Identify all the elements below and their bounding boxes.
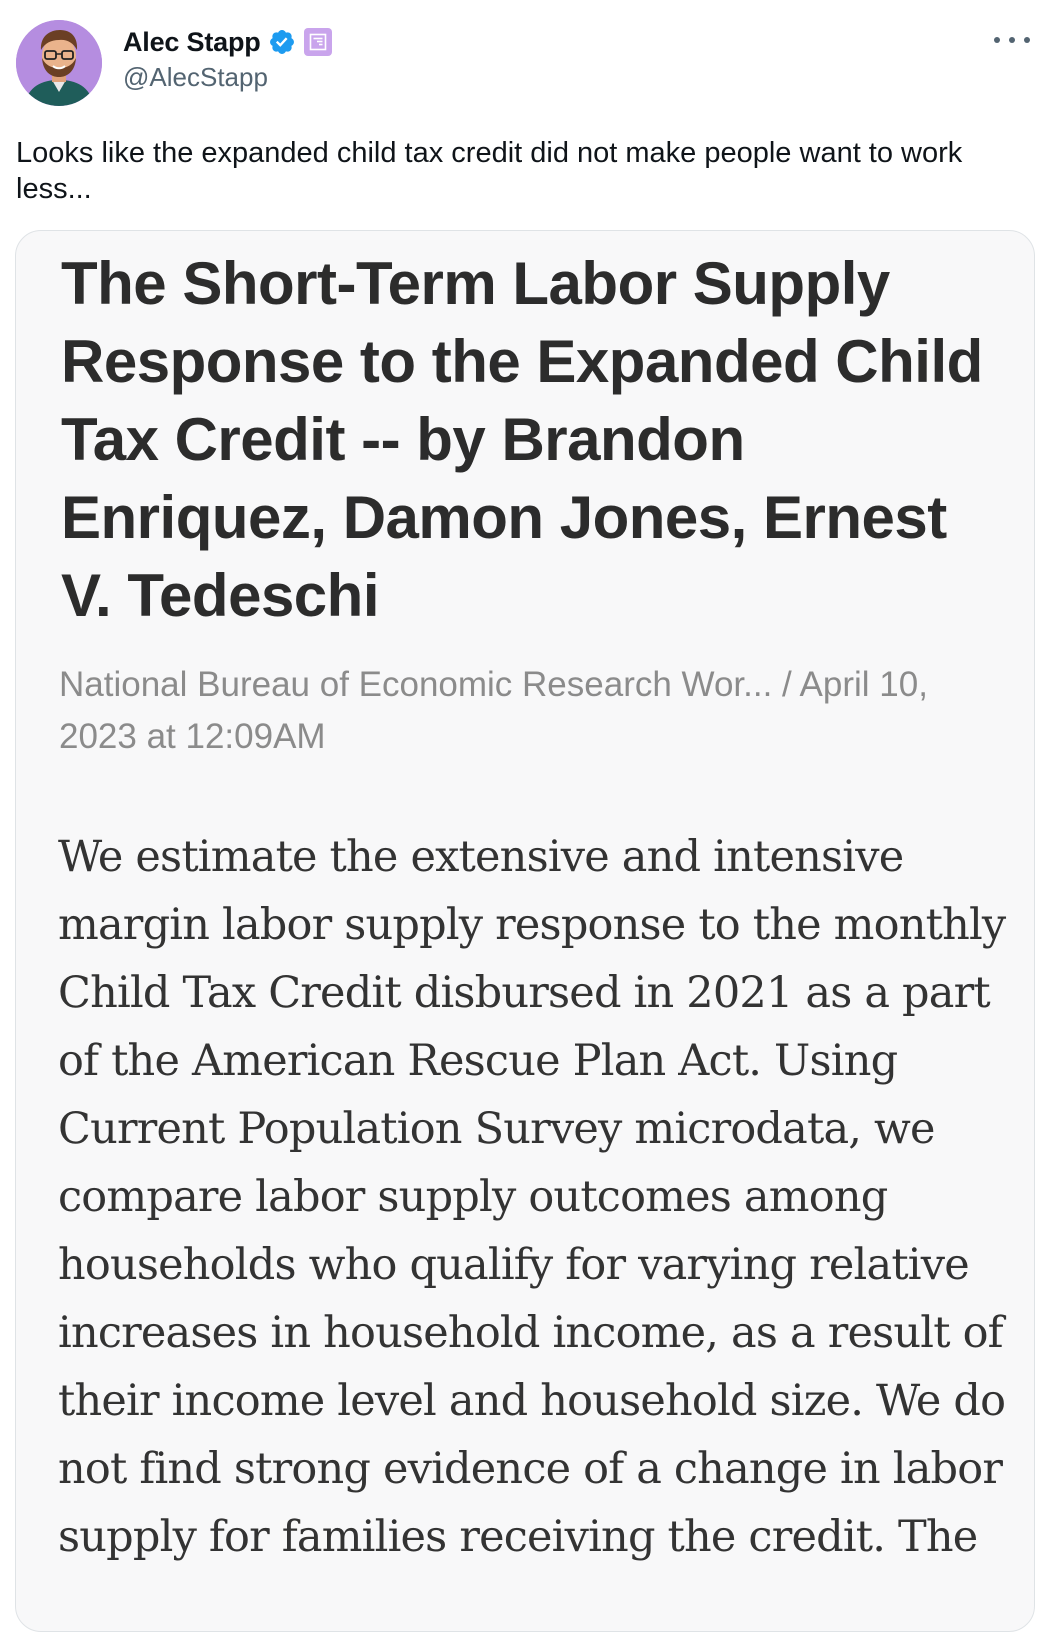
article-source-date: National Bureau of Economic Research Wor... / April 10, 2023 at 12:09AM (59, 665, 928, 756)
author-info (123, 24, 332, 93)
author-name-row (123, 24, 332, 60)
tweet-header (16, 20, 1036, 108)
more-dot (1009, 37, 1015, 43)
author-display-name[interactable]: Alec Stapp (123, 26, 261, 57)
avatar-illustration (16, 20, 102, 106)
article-title: The Short-Term Labor Supply Response to the Expanded Child Tax Credit -- by Brandon Enriquez, Damon Jones, Ernest V. Tedeschi (61, 250, 983, 629)
verified-badge-icon[interactable] (268, 28, 296, 56)
more-dot (994, 37, 1000, 43)
more-options-icon[interactable] (994, 30, 1030, 50)
avatar[interactable] (16, 20, 102, 106)
tweet-text: Looks like the expanded child tax credit did not make people want to work less... (16, 137, 963, 205)
more-dot (1024, 37, 1030, 43)
article-abstract: We estimate the extensive and intensive margin labor supply response to the monthly Child Tax Credit disbursed in 2021 as a part of the American Rescue Plan Act. Using Current Population Survey microdata, we compare labor supply outcomes among households who qualify for varying relative increases in household income, as a result of their income level and household size. We do not find strong evidence of a change in labor supply for families receiving the credit. The (58, 832, 1006, 1562)
affiliate-badge-icon[interactable] (304, 28, 332, 56)
author-handle[interactable]: @AlecStapp (123, 62, 268, 92)
quoted-article-card[interactable] (15, 230, 1035, 1632)
